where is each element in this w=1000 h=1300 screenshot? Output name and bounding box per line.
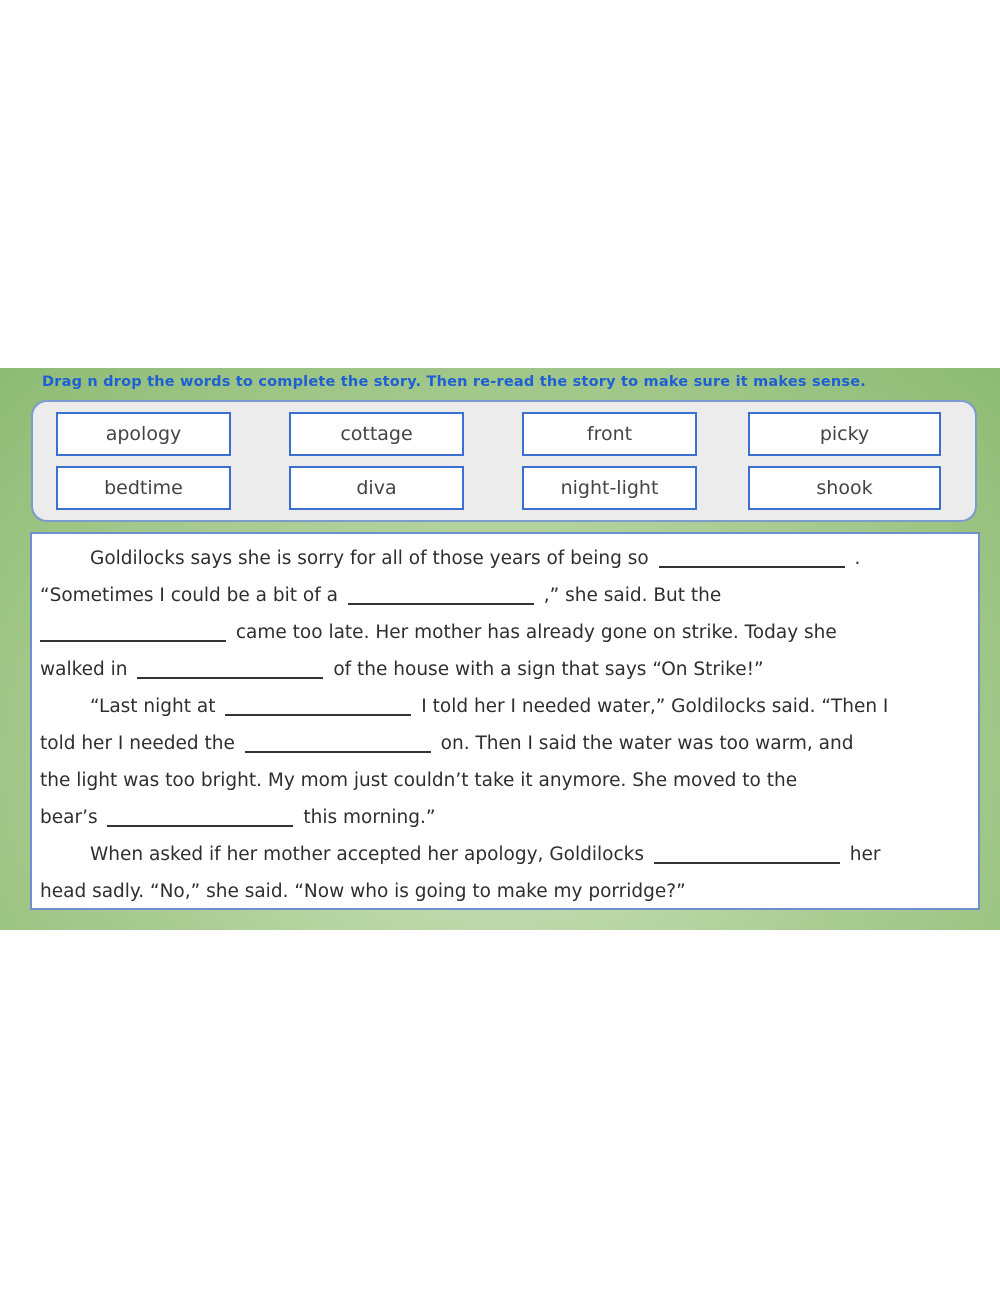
story-line	[40, 688, 970, 725]
story-line	[40, 577, 970, 614]
story-text: ,” she said. But the	[543, 585, 722, 606]
drop-blank-7[interactable]	[107, 801, 293, 827]
story-text: I told her I needed water,” Goldilocks said. “Then I	[421, 696, 889, 717]
story-text: this morning.”	[303, 807, 436, 828]
story-line	[40, 614, 970, 651]
drop-blank-5[interactable]	[225, 690, 411, 716]
word-chip-bedtime[interactable]: bedtime	[56, 466, 231, 510]
story-line	[40, 540, 970, 577]
story-text: came too late. Her mother has already gone on strike. Today she	[235, 622, 837, 643]
story-line	[40, 725, 970, 762]
instructions-text: Drag n drop the words to complete the story. Then re-read the story to make sure it makes sense.	[42, 374, 866, 390]
word-bank	[31, 400, 977, 522]
story-line	[40, 799, 970, 836]
story-panel	[30, 532, 980, 910]
word-chip-diva[interactable]: diva	[289, 466, 464, 510]
story-text: on. Then I said the water was too warm, and	[440, 733, 854, 754]
story-text: the light was too bright. My mom just couldn’t take it anymore. She moved to the	[40, 770, 798, 791]
word-chip-night-light[interactable]: night-light	[522, 466, 697, 510]
word-chip-cottage[interactable]: cottage	[289, 412, 464, 456]
story-text: When asked if her mother accepted her apology, Goldilocks	[90, 844, 644, 865]
drop-blank-8[interactable]	[654, 838, 840, 864]
drop-blank-1[interactable]	[659, 542, 845, 568]
word-chip-picky[interactable]: picky	[748, 412, 941, 456]
word-chip-apology[interactable]: apology	[56, 412, 231, 456]
drop-blank-6[interactable]	[245, 727, 431, 753]
story-text: head sadly. “No,” she said. “Now who is going to make my porridge?”	[40, 881, 686, 902]
drop-blank-4[interactable]	[137, 653, 323, 679]
word-chip-shook[interactable]: shook	[748, 466, 941, 510]
word-chip-front[interactable]: front	[522, 412, 697, 456]
activity-slide	[0, 368, 1000, 930]
story-text: bear’s	[40, 807, 98, 828]
story-text: .	[854, 548, 861, 569]
story-text: “Sometimes I could be a bit of a	[40, 585, 338, 606]
story-text: told her I needed the	[40, 733, 235, 754]
story-text: Goldilocks says she is sorry for all of those years of being so	[90, 548, 649, 569]
story-line	[40, 836, 970, 873]
story-line	[40, 762, 970, 799]
drop-blank-3[interactable]	[40, 616, 226, 642]
story-text: “Last night at	[90, 696, 216, 717]
story-text: her	[849, 844, 881, 865]
drop-blank-2[interactable]	[348, 579, 534, 605]
story-line	[40, 873, 970, 910]
story-text: walked in	[40, 659, 128, 680]
story-text: of the house with a sign that says “On Strike!”	[333, 659, 764, 680]
story-line	[40, 651, 970, 688]
